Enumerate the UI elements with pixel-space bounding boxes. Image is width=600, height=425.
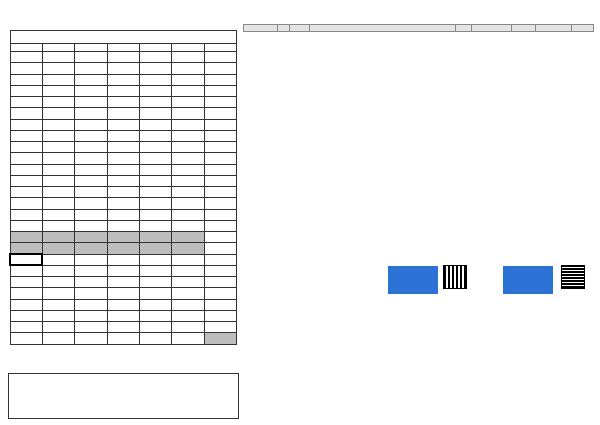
- calendar-date[interactable]: [204, 209, 236, 220]
- weekday-header: [42, 44, 74, 52]
- calendar-mark: [42, 288, 74, 300]
- calendar-date[interactable]: [204, 299, 236, 310]
- calendar-date[interactable]: [107, 277, 139, 288]
- calendar-date[interactable]: [42, 254, 74, 265]
- calendar-date[interactable]: [172, 74, 204, 85]
- calendar-date[interactable]: [10, 322, 42, 333]
- tournament-header: [456, 25, 472, 32]
- calendar-mark: [204, 198, 236, 210]
- calendar-mark: [107, 265, 139, 277]
- calendar-date[interactable]: [42, 119, 74, 130]
- calendar-date[interactable]: [10, 232, 42, 243]
- calendar-date[interactable]: [139, 209, 171, 220]
- calendar-date[interactable]: [107, 254, 139, 265]
- tournament-table: [243, 24, 594, 32]
- calendar-date[interactable]: [204, 232, 236, 243]
- calendar-mark: [139, 265, 171, 277]
- school-calendar: [9, 30, 237, 345]
- calendar-date[interactable]: [204, 322, 236, 333]
- calendar-mark: [139, 333, 171, 345]
- calendar-mark: [139, 220, 171, 232]
- weekday-header: [107, 44, 139, 52]
- calendar-date[interactable]: [172, 209, 204, 220]
- calendar-date[interactable]: [172, 119, 204, 130]
- calendar-date[interactable]: [75, 164, 107, 175]
- weekday-header: [172, 44, 204, 52]
- calendar-mark: [139, 198, 171, 210]
- weekday-header: [10, 44, 42, 52]
- calendar-mark: [204, 288, 236, 300]
- calendar-mark: [42, 63, 74, 75]
- calendar-mark: [204, 130, 236, 142]
- calendar-date[interactable]: [42, 209, 74, 220]
- calendar-mark: [107, 198, 139, 210]
- calendar-mark: [139, 63, 171, 75]
- calendar-date[interactable]: [10, 142, 42, 153]
- calendar-mark: [42, 310, 74, 322]
- calendar-date[interactable]: [172, 232, 204, 243]
- calendar-date[interactable]: [75, 97, 107, 108]
- calendar-date[interactable]: [75, 209, 107, 220]
- calendar-mark: [75, 243, 107, 255]
- calendar-mark: [139, 288, 171, 300]
- tournament-header: [572, 25, 594, 32]
- calendar-date[interactable]: [172, 322, 204, 333]
- calendar-date[interactable]: [107, 142, 139, 153]
- calendar-mark: [204, 175, 236, 187]
- calendar-mark: [204, 310, 236, 322]
- calendar-date[interactable]: [107, 119, 139, 130]
- calendar-mark: [10, 130, 42, 142]
- calendar-mark: [107, 333, 139, 345]
- calendar-mark: [10, 288, 42, 300]
- calendar-mark: [75, 85, 107, 97]
- calendar-mark: [42, 220, 74, 232]
- calendar-mark: [204, 265, 236, 277]
- calendar-date[interactable]: [139, 119, 171, 130]
- calendar-date[interactable]: [75, 142, 107, 153]
- calendar-mark: [204, 108, 236, 120]
- calendar-mark: [42, 85, 74, 97]
- calendar-date[interactable]: [107, 322, 139, 333]
- calendar-date[interactable]: [75, 74, 107, 85]
- calendar-date[interactable]: [204, 187, 236, 198]
- tournament-header: [472, 25, 512, 32]
- calendar-date[interactable]: [139, 164, 171, 175]
- calendar-date[interactable]: [75, 322, 107, 333]
- calendar-mark: [204, 333, 236, 345]
- calendar-mark: [139, 153, 171, 165]
- calendar-mark: [10, 108, 42, 120]
- calendar-date[interactable]: [10, 277, 42, 288]
- calendar-mark: [107, 175, 139, 187]
- calendar-date[interactable]: [139, 52, 171, 63]
- calendar-mark: [204, 85, 236, 97]
- calendar-mark: [172, 175, 204, 187]
- calendar-date[interactable]: [42, 232, 74, 243]
- calendar-date[interactable]: [107, 52, 139, 63]
- calendar-mark: [42, 265, 74, 277]
- calendar-mark: [172, 130, 204, 142]
- calendar-date[interactable]: [204, 52, 236, 63]
- calendar-mark: [107, 310, 139, 322]
- calendar-date[interactable]: [42, 277, 74, 288]
- calendar-mark: [107, 153, 139, 165]
- calendar-mark: [139, 243, 171, 255]
- calendar-date[interactable]: [107, 74, 139, 85]
- calendar-date[interactable]: [10, 209, 42, 220]
- calendar-date[interactable]: [42, 187, 74, 198]
- calendar-mark: [75, 175, 107, 187]
- calendar-mark: [10, 220, 42, 232]
- calendar-mark: [10, 63, 42, 75]
- calendar-date[interactable]: [10, 164, 42, 175]
- calendar-mark: [42, 153, 74, 165]
- calendar-date[interactable]: [172, 142, 204, 153]
- calendar-notes: [8, 373, 239, 419]
- calendar-mark: [75, 333, 107, 345]
- calendar-mark: [42, 333, 74, 345]
- calendar-date[interactable]: [204, 74, 236, 85]
- calendar-date[interactable]: [139, 142, 171, 153]
- calendar-date[interactable]: [107, 164, 139, 175]
- calendar-date[interactable]: [139, 299, 171, 310]
- calendar-mark: [139, 85, 171, 97]
- calendar-date[interactable]: [172, 164, 204, 175]
- calendar-mark: [75, 265, 107, 277]
- calendar-mark: [42, 198, 74, 210]
- weekday-header: [75, 44, 107, 52]
- calendar-date[interactable]: [139, 322, 171, 333]
- calendar-mark: [139, 108, 171, 120]
- calendar-date[interactable]: [172, 97, 204, 108]
- calendar-date[interactable]: [139, 232, 171, 243]
- calendar-date[interactable]: [42, 322, 74, 333]
- calendar-date[interactable]: [107, 299, 139, 310]
- weekday-header: [139, 44, 171, 52]
- calendar-mark: [10, 243, 42, 255]
- line-button[interactable]: [388, 266, 438, 294]
- calendar-date[interactable]: [10, 52, 42, 63]
- calendar-mark: [75, 108, 107, 120]
- calendar-mark: [172, 220, 204, 232]
- calendar-date[interactable]: [75, 119, 107, 130]
- calendar-date[interactable]: [42, 97, 74, 108]
- calendar-mark: [107, 63, 139, 75]
- tournament-header: [310, 25, 456, 32]
- calendar-date[interactable]: [42, 299, 74, 310]
- calendar-mark: [172, 153, 204, 165]
- calendar-date[interactable]: [75, 277, 107, 288]
- calendar-date[interactable]: [10, 74, 42, 85]
- calendar-mark: [42, 243, 74, 255]
- calendar-date[interactable]: [172, 187, 204, 198]
- calendar-date[interactable]: [172, 277, 204, 288]
- calendar-date[interactable]: [172, 254, 204, 265]
- calendar-date[interactable]: [75, 187, 107, 198]
- calendar-date[interactable]: [10, 187, 42, 198]
- calendar-mark: [172, 108, 204, 120]
- weekday-header: [204, 44, 236, 52]
- insta-button[interactable]: [503, 266, 553, 294]
- calendar-mark: [42, 130, 74, 142]
- calendar-mark: [10, 198, 42, 210]
- calendar-mark: [10, 85, 42, 97]
- calendar-date[interactable]: [107, 187, 139, 198]
- calendar-mark: [75, 198, 107, 210]
- calendar-date[interactable]: [172, 52, 204, 63]
- calendar-mark: [204, 243, 236, 255]
- calendar-date[interactable]: [107, 232, 139, 243]
- calendar-mark: [172, 243, 204, 255]
- calendar-mark: [10, 175, 42, 187]
- calendar-mark: [107, 130, 139, 142]
- calendar-mark: [204, 220, 236, 232]
- tournament-header: [512, 25, 536, 32]
- calendar-mark: [107, 288, 139, 300]
- calendar-mark: [75, 153, 107, 165]
- calendar-date[interactable]: [42, 52, 74, 63]
- calendar-date[interactable]: [10, 254, 42, 265]
- calendar-mark: [42, 108, 74, 120]
- calendar-mark: [107, 108, 139, 120]
- insta-qr-code[interactable]: [562, 266, 584, 288]
- calendar-mark: [139, 130, 171, 142]
- calendar-mark: [10, 153, 42, 165]
- calendar-mark: [107, 243, 139, 255]
- line-qr-code[interactable]: [444, 266, 466, 288]
- calendar-date[interactable]: [204, 164, 236, 175]
- calendar-mark: [172, 63, 204, 75]
- calendar-date[interactable]: [10, 119, 42, 130]
- calendar-mark: [75, 63, 107, 75]
- calendar-mark: [204, 153, 236, 165]
- calendar-date[interactable]: [139, 187, 171, 198]
- calendar-date[interactable]: [42, 164, 74, 175]
- calendar-mark: [107, 85, 139, 97]
- calendar-date[interactable]: [204, 254, 236, 265]
- calendar-mark: [10, 310, 42, 322]
- calendar-date[interactable]: [10, 97, 42, 108]
- calendar-date[interactable]: [107, 97, 139, 108]
- calendar-mark: [75, 220, 107, 232]
- calendar-date[interactable]: [139, 254, 171, 265]
- calendar-mark: [75, 310, 107, 322]
- calendar-date[interactable]: [42, 74, 74, 85]
- calendar-date[interactable]: [139, 277, 171, 288]
- calendar-date[interactable]: [75, 254, 107, 265]
- calendar-mark: [42, 175, 74, 187]
- calendar-date[interactable]: [75, 299, 107, 310]
- calendar-mark: [107, 220, 139, 232]
- calendar-mark: [172, 310, 204, 322]
- calendar-mark: [139, 175, 171, 187]
- calendar-mark: [75, 130, 107, 142]
- calendar-mark: [139, 310, 171, 322]
- calendar-mark: [10, 265, 42, 277]
- calendar-mark: [10, 333, 42, 345]
- calendar-date[interactable]: [204, 277, 236, 288]
- calendar-date[interactable]: [139, 74, 171, 85]
- calendar-date[interactable]: [204, 142, 236, 153]
- calendar-mark: [204, 63, 236, 75]
- tournament-header: [536, 25, 572, 32]
- calendar-month: [10, 31, 237, 44]
- calendar-mark: [75, 288, 107, 300]
- calendar-date[interactable]: [204, 119, 236, 130]
- calendar-date[interactable]: [107, 209, 139, 220]
- calendar-date[interactable]: [42, 142, 74, 153]
- calendar-date[interactable]: [75, 52, 107, 63]
- calendar-date[interactable]: [204, 97, 236, 108]
- tournament-header: [290, 25, 310, 32]
- calendar-mark: [172, 265, 204, 277]
- calendar-mark: [172, 198, 204, 210]
- calendar-mark: [172, 333, 204, 345]
- calendar-mark: [172, 288, 204, 300]
- tournament-header: [278, 25, 290, 32]
- calendar-mark: [172, 85, 204, 97]
- calendar-date[interactable]: [10, 299, 42, 310]
- calendar-date[interactable]: [139, 97, 171, 108]
- calendar-date[interactable]: [172, 299, 204, 310]
- tournament-header: [244, 25, 278, 32]
- calendar-date[interactable]: [75, 232, 107, 243]
